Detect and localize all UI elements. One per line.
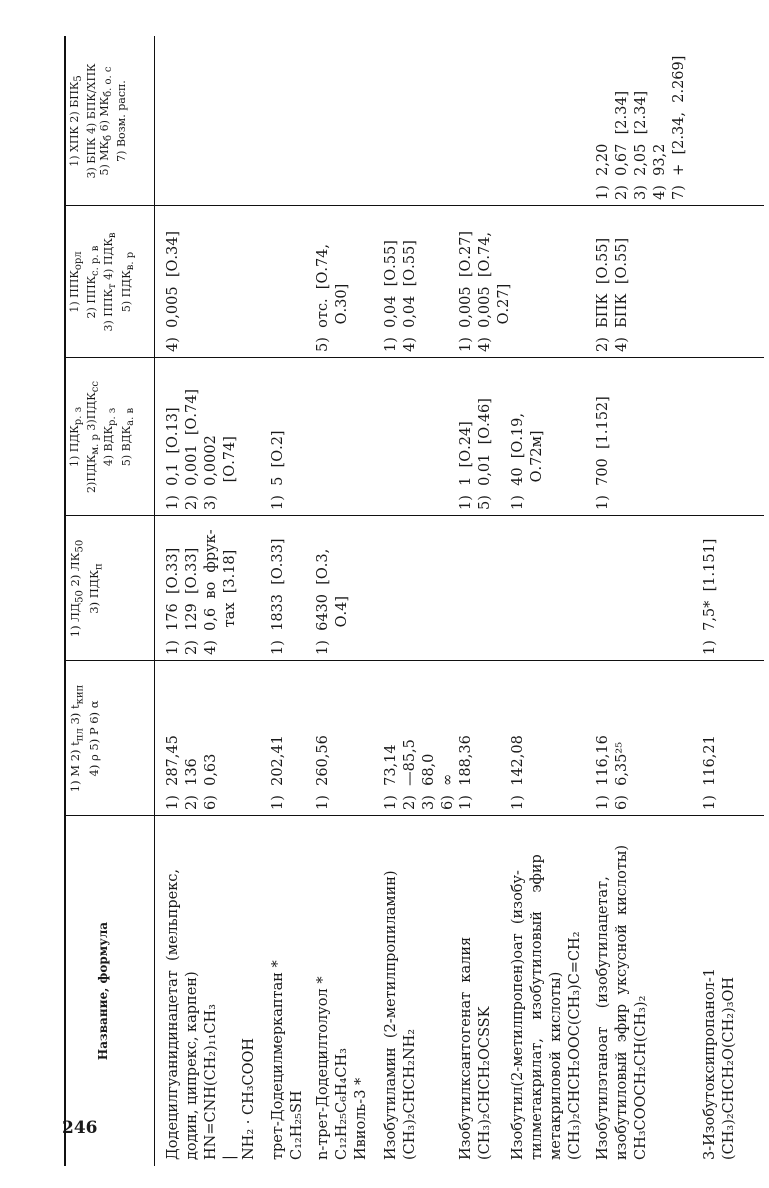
row-2-name-line: n-трет-Додецилтолуол * bbox=[315, 976, 331, 1160]
row-0-name-line: Додецилгуанидинацетат (мельпрекс, bbox=[165, 869, 181, 1160]
row-1-tox-line: 1) 1833 [О.33] bbox=[270, 538, 286, 655]
row-7-phys-line: 1) 116,21 bbox=[702, 735, 718, 810]
row-5-name-line: (CH₃)₂CHCH₂OOC(CH₃)C=CH₂ bbox=[567, 931, 583, 1160]
row-0-air-line: 2) 0,001 [О.74] bbox=[184, 388, 200, 510]
row-6-name-line: Изобутилэтаноат (изобутилацетат, bbox=[595, 876, 611, 1160]
row-0-tox-line: 1) 176 [О.33] bbox=[165, 547, 181, 655]
row-0-water-line: 4) 0,005 [О.34] bbox=[165, 230, 181, 352]
header-phys: 1) M 2) $t_{пл}$ 3) $t_{кип}$ 4) ρ 5) P 6) α bbox=[68, 684, 102, 793]
row-4-air-line: 5) 0,01 [О.46] bbox=[477, 398, 493, 510]
rotated-table-frame bbox=[64, 36, 764, 1166]
row-2-water-line: О.30] bbox=[334, 283, 350, 352]
row-5-name-line: метакриловой кислоты) bbox=[548, 971, 564, 1160]
row-7-name-line: 3-Изобутоксипропанол-1 bbox=[702, 968, 718, 1160]
row-4-name-line: (CH₃)₂CHCH₂OCSSK bbox=[477, 1006, 493, 1160]
col-sep-1 bbox=[64, 815, 764, 816]
row-4-water-line: 1) 0,005 [О.27] bbox=[458, 230, 474, 352]
header-misc: 1) ХПК 2) $БПК_5$ 3) БПК 4) БПК/ХПК 5) $МК_б$ 6) $МК_{б. о. с}$ 7) Возм. расп. bbox=[68, 63, 129, 179]
row-4-phys-line: 1) 188,36 bbox=[458, 735, 474, 810]
row-5-air-line: О.72м] bbox=[529, 430, 545, 510]
col-sep-5 bbox=[64, 205, 764, 206]
col-sep-4 bbox=[64, 357, 764, 358]
row-0-phys-line: 6) 0,63 bbox=[203, 753, 219, 810]
row-5-air-line: 1) 40 [О.19, bbox=[510, 413, 526, 510]
row-0-air-line: [О.74] bbox=[222, 436, 238, 510]
row-2-tox-line: О.4] bbox=[334, 595, 350, 655]
row-6-misc-line: 1) 2,20 bbox=[595, 143, 611, 200]
row-6-phys-line: 6) 6,35²⁵ bbox=[614, 741, 630, 810]
row-3-name-line: Изобутиламин (2-метилпропиламин) bbox=[383, 870, 399, 1160]
row-0-name-line: | bbox=[222, 1155, 238, 1160]
row-5-name-line: тилметакрилат, изобутиловый эфир bbox=[529, 854, 545, 1160]
row-4-name-line: Изобутилксантогенат калия bbox=[458, 936, 474, 1160]
row-6-water-line: 2) БПК [О.55] bbox=[595, 237, 611, 352]
row-6-misc-line: 2) 0,67 [2.34] bbox=[614, 90, 630, 200]
row-7-tox-line: 1) 7,5* [1.151] bbox=[702, 538, 718, 655]
row-6-phys-line: 1) 116,16 bbox=[595, 735, 611, 810]
row-6-name-line: изобутиловый эфир уксусной кислоты) bbox=[614, 844, 630, 1160]
header-tox: 1) $ЛД_{50}$ 2) $ЛК_{50}$ 3) $ПДК_п$ bbox=[68, 539, 105, 638]
row-3-phys-line: 1) 73,14 bbox=[383, 744, 399, 810]
row-4-water-line: 4) 0,005 [О.74, bbox=[477, 231, 493, 352]
row-5-phys-line: 1) 142,08 bbox=[510, 735, 526, 810]
row-0-tox-line: тах [3.18] bbox=[222, 549, 238, 655]
row-0-name-line: додин, ципрекс, карпен) bbox=[184, 971, 200, 1160]
header-name: Название, формула bbox=[96, 921, 110, 1061]
row-2-water-line: 5) отс. [О.74, bbox=[315, 243, 331, 352]
row-3-phys-line: 6) ∞ bbox=[440, 773, 456, 810]
row-0-tox-line: 2) 129 [О.33] bbox=[184, 547, 200, 655]
row-0-name-line: HN=CNH(CH₂)₁₁CH₃ bbox=[203, 1004, 219, 1160]
row-4-air-line: 1) 1 [О.24] bbox=[458, 421, 474, 510]
row-1-air-line: 1) 5 [О.2] bbox=[270, 430, 286, 510]
row-0-phys-line: 1) 287,45 bbox=[165, 735, 181, 810]
row-7-name-line: (CH₃)₂CHCH₂O(CH₂)₃OH bbox=[721, 976, 737, 1160]
header-air: 1) $ПДК_{р. з}$ $2)ПДК_{м. р}$ $3)ПДК_{сс}$ 4) $ВДК_{р. з}$ 5) $ВДК_{а. в}$ bbox=[68, 381, 136, 493]
row-2-name-line: C₁₂H₂₅C₆H₄CH₃ bbox=[334, 1048, 350, 1160]
row-3-water-line: 4) 0,04 [О.55] bbox=[402, 240, 418, 352]
row-0-phys-line: 2) 136 bbox=[184, 758, 200, 810]
row-0-name-line: NH₂ · CH₃COOH bbox=[241, 1037, 257, 1160]
row-1-phys-line: 1) 202,41 bbox=[270, 735, 286, 810]
row-3-name-line: (CH₃)₂CHCH₂NH₂ bbox=[402, 1028, 418, 1160]
row-3-water-line: 1) 0,04 [О.55] bbox=[383, 240, 399, 352]
row-6-misc-line: 7) + [2.34, 2.269] bbox=[671, 55, 687, 200]
col-sep-3 bbox=[64, 515, 764, 516]
row-6-name-line: CH₃COOCH₂CH(CH₃)₂ bbox=[633, 995, 649, 1160]
row-3-phys-line: 2) —85,5 bbox=[402, 739, 418, 810]
row-0-air-line: 1) 0,1 [О.13] bbox=[165, 407, 181, 510]
row-2-name-line: Ивиоль-3 * bbox=[353, 1077, 369, 1160]
row-6-water-line: 4) БПК [О.55] bbox=[614, 237, 630, 352]
row-5-name-line: Изобутил(2-метилпропен)оат (изобу- bbox=[510, 870, 526, 1160]
row-4-water-line: О.27] bbox=[496, 283, 512, 352]
row-1-name-line: C₁₂H₂₅SH bbox=[289, 1090, 305, 1160]
row-6-air-line: 1) 700 [1.152] bbox=[595, 396, 611, 510]
row-6-misc-line: 3) 2,05 [2.34] bbox=[633, 90, 649, 200]
col-sep-2 bbox=[64, 660, 764, 661]
header-water: 1) $ППК_{орл}$ 2) $ППК_{с. р. в}$ 3) $ППК_т$ 4) $ПДК_в$ 5) $ПДК_{в. р}$ bbox=[68, 232, 136, 332]
row-6-misc-line: 4) 93,2 bbox=[652, 143, 668, 200]
row-3-phys-line: 3) 68,0 bbox=[421, 753, 437, 810]
row-2-tox-line: 1) 6430 [О.3, bbox=[315, 548, 331, 655]
row-0-tox-line: 4) 0,6 во фрук- bbox=[203, 529, 219, 655]
row-2-phys-line: 1) 260,56 bbox=[315, 735, 331, 810]
page-number: 246 bbox=[62, 1118, 98, 1138]
row-1-name-line: трет-Додецилмеркаптан * bbox=[270, 960, 286, 1160]
row-0-air-line: 3) 0,0002 bbox=[203, 435, 219, 510]
